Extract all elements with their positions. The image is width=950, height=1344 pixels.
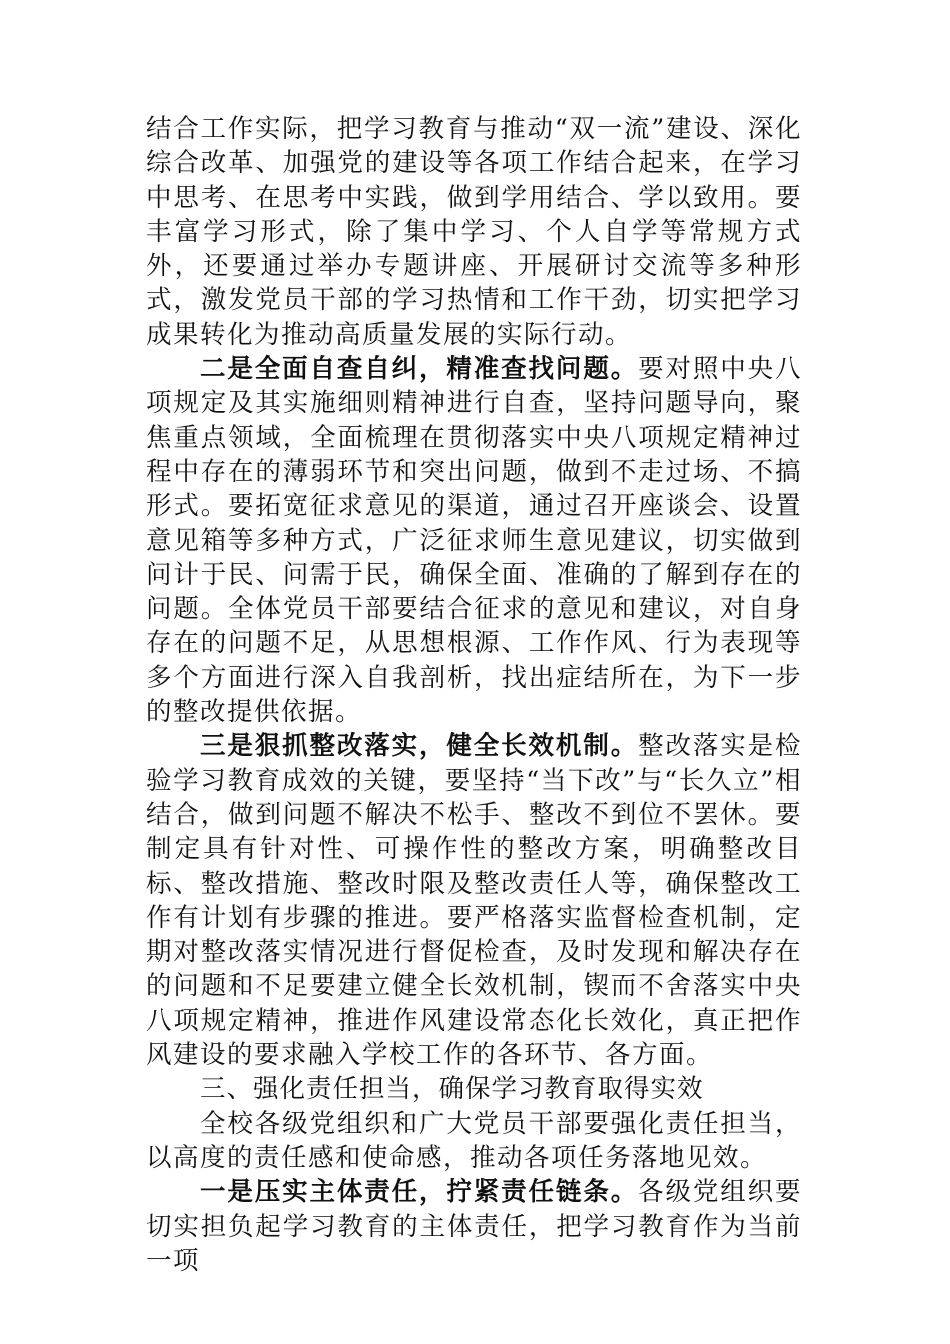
bold-lead-self-inspection: 二是全面自查自纠，精准查找问题。 <box>200 354 639 385</box>
paragraph-responsibility-intro: 全校各级党组织和广大党员干部要强化责任担当，以高度的责任感和使命感，推动各项任务落地见效。 <box>146 1108 802 1173</box>
bold-lead-rectification: 三是狠抓整改落实，健全长效机制。 <box>200 731 639 762</box>
section-heading-3: 三、强化责任担当，确保学习教育取得实效 <box>200 1074 704 1105</box>
paragraph-rectification <box>146 729 802 1072</box>
paragraph-rectification-body: 整改落实是检验学习教育成效的关键，要坚持“当下改”与“长久立”相结合，做到问题不解决不松手、整改不到位不罢休。要制定具有针对性、可操作性的整改方案，明确整改目标、整改措施、整改时限及整改责任人等，确保整改工作有计划有步骤的推进。要严格落实监督检查机制，定期对整改落实情况进行督促检查，及时发现和解决存在的问题和不足要建立健全长效机制，锲而不舍落实中央八项规定精神，推进作风建设常态化长效化，真正把作风建设的要求融入学校工作的各环节、各方面。 <box>146 731 802 1071</box>
paragraph-main-responsibility-body: 各级党组织要切实担负起学习教育的主体责任，把学习教育作为当前一项 <box>146 1177 802 1276</box>
paragraph-self-inspection-body: 要对照中央八项规定及其实施细则精神进行自查，坚持问题导向，聚焦重点领域，全面梳理在贯彻落实中央八项规定精神过程中存在的薄弱环节和突出问题，做到不走过场、不搞形式。要拓宽征求意见的渠道，通过召开座谈会、设置意见箱等多种方式，广泛征求师生意见建议，切实做到问计于民、问需于民，确保全面、准确的了解到存在的问题。全体党员干部要结合征求的意见和建议，对自身存在的问题不足，从思想根源、工作作风、行为表现等多个方面进行深入自我剖析，找出症结所在，为下一步的整改提供依据。 <box>146 354 802 728</box>
paragraph-main-responsibility <box>146 1175 802 1278</box>
paragraph-self-inspection <box>146 352 802 729</box>
bold-lead-main-responsibility: 一是压实主体责任，拧紧责任链条。 <box>200 1177 639 1208</box>
paragraph-study-integration: 结合工作实际，把学习教育与推动“双一流”建设、深化综合改革、加强党的建设等各项工作结合起来，在学习中思考、在思考中实践，做到学用结合、学以致用。要丰富学习形式，除了集中学习、个人自学等常规方式外，还要通过举办专题讲座、开展研讨交流等多种形式，激发党员干部的学习热情和工作干劲，切实把学习成果转化为推动高质量发展的实际行动。 <box>146 114 802 350</box>
